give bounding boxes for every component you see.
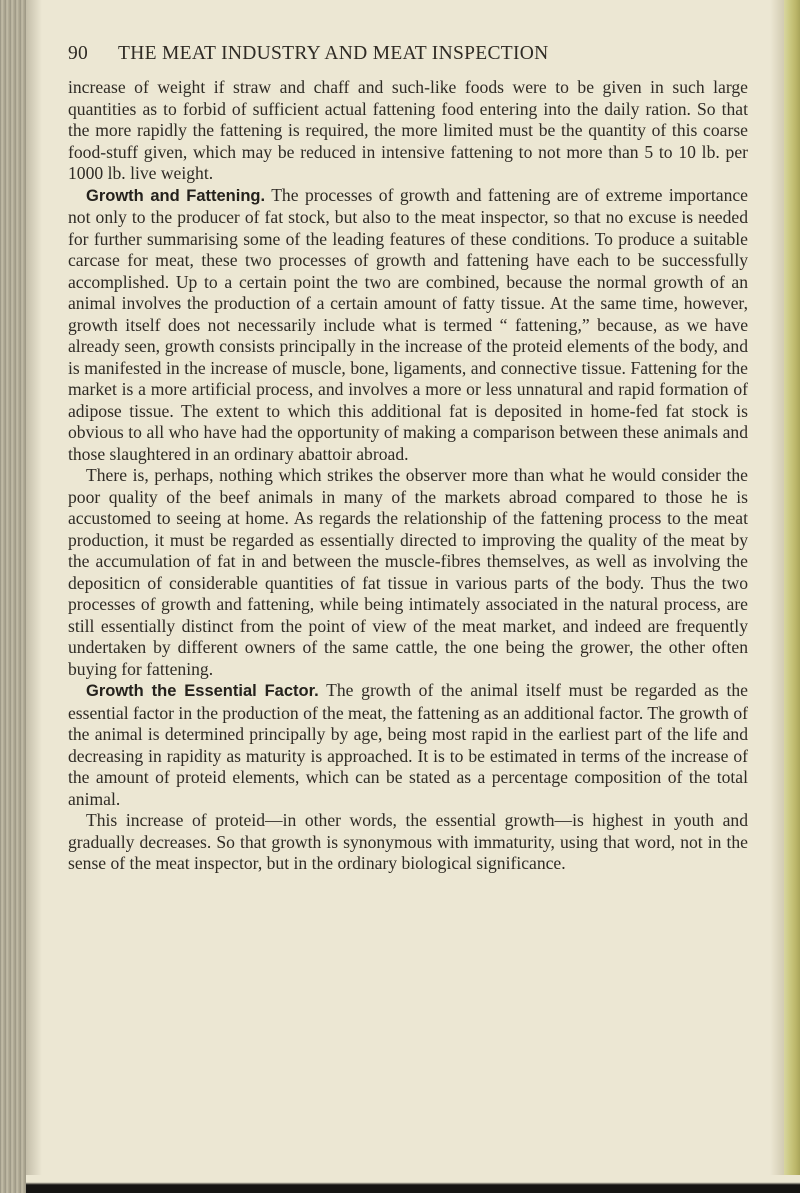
paragraph-text: The processes of growth and fattening are of extreme importance not only to the producer of fat stock, but also to the meat inspector, so that no excuse is needed for further summarising some of the leading features of these conditions. To produce a suitable carcase for meat, these two processes of growth and fattening have each to be successfully accomplished. Up to a certain point the two are combined, because the normal growth of an animal involves the production of a certain amount of fatty tissue. At the same time, however, growth itself does not necessarily include what is termed “ fattening,” because, as we have already seen, growth consists principally in the increase of the proteid elements of the body, and is manifested in the increase of muscle, bone, ligaments, and connective tissue. Fattening for the market is a more artificial process, and involves a more or less unnatural and rapid formation of adipose tissue. The extent to which this additional fat is deposited in home-fed fat stock is obvious to all who have had the opportunity of making a comparison between these animals and those slaughtered in an ordinary abattoir abroad.: [68, 184, 748, 464]
bottom-edge: [26, 1175, 800, 1193]
running-title: THE MEAT INDUSTRY AND MEAT INSPECTION: [118, 43, 549, 64]
paragraph: There is, perhaps, nothing which strikes the observer more than what he would consider the poor quality of the beef animals in many of the markets abroad compared to those he is accustomed to seeing at home. As regards the relationship of the fattening process to the meat production, it must be regarded as essentially directed to improving the quality of the meat by the accumulation of fat in and between the muscle-fibres themselves, as well as involving the depositicn of considerable quantities of fat tissue in various parts of the body. Thus the two processes of growth and fattening, while being intimately associated in the natural process, are still essentially distinct from the point of view of the meat market, and indeed are frequently undertaken by different owners of the same cattle, the one being the grower, the other often buying for fattening.: [68, 465, 748, 679]
page-number: 90: [68, 43, 89, 64]
running-head: [68, 43, 748, 77]
intro-paragraph: increase of weight if straw and chaff and such-like foods were to be given in such large quantities as to forbid of sufficient actual fattening food entering into the daily ration. So that the more rapidly the fattening is required, the more limited must be the quantity of this coarse food-stuff given, which may be reduced in intensive fattening to not more than 5 to 10 lb. per 1000 lb. live weight.: [68, 77, 748, 183]
paragraph: [68, 185, 748, 466]
book-page: [68, 43, 748, 875]
paragraph: [68, 680, 748, 810]
page-edge-shadow: [770, 0, 784, 1193]
book-spine-edge: [0, 0, 26, 1193]
section-heading: Growth the Essential Factor.: [86, 682, 319, 700]
paragraph-text: The growth of the animal itself must be regarded as the essential factor in the production of the meat, the fattening as an additional factor. The growth of the animal is determined principally by age, being most rapid in the earliest part of the life and decreasing in rapidity as maturity is approached. It is to be estimated in terms of the increase of the amount of proteid elements, which can be stated as a percentage composition of the total animal.: [68, 680, 748, 809]
section-heading: Growth and Fattening.: [86, 186, 266, 205]
page-edge: [784, 0, 800, 1193]
gutter-shadow: [26, 0, 42, 1193]
paragraph: This increase of proteid—in other words, the essential growth—is highest in youth and gradually decreases. So that growth is synonymous with immaturity, using that word, not in the sense of the meat inspector, but in the ordinary biological significance.: [68, 810, 748, 873]
body-text: [68, 77, 748, 875]
